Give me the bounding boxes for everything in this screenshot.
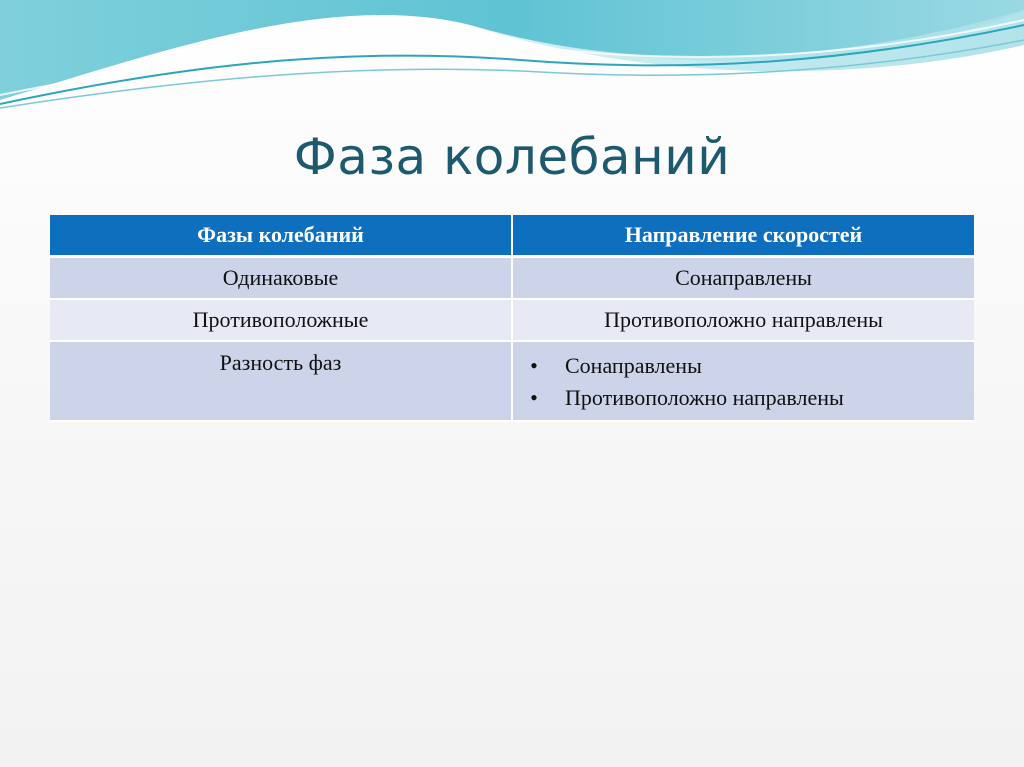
cell-direction: Сонаправлены xyxy=(512,257,974,300)
cell-phase: Одинаковые xyxy=(50,257,512,300)
list-item-text: Сонаправлены xyxy=(565,353,702,378)
table-row xyxy=(50,341,974,421)
slide-title: Фаза колебаний xyxy=(293,128,731,186)
bullet-icon: • xyxy=(530,385,538,410)
table-header-row xyxy=(50,215,974,257)
list-item xyxy=(521,350,966,382)
direction-bullet-list xyxy=(521,350,966,414)
cell-direction xyxy=(512,341,974,421)
cell-phase: Противоположные xyxy=(50,299,512,341)
bullet-icon: • xyxy=(530,353,538,378)
table-row xyxy=(50,257,974,300)
table-row xyxy=(50,299,974,341)
header-phases: Фазы колебаний xyxy=(50,215,512,257)
wave-header-decoration xyxy=(0,0,1024,120)
cell-phase: Разность фаз xyxy=(50,341,512,421)
header-velocity-direction: Направление скоростей xyxy=(512,215,974,257)
list-item-text: Противоположно направлены xyxy=(565,385,844,410)
cell-direction: Противоположно направлены xyxy=(512,299,974,341)
list-item xyxy=(521,382,966,414)
phase-velocity-table xyxy=(50,215,974,422)
